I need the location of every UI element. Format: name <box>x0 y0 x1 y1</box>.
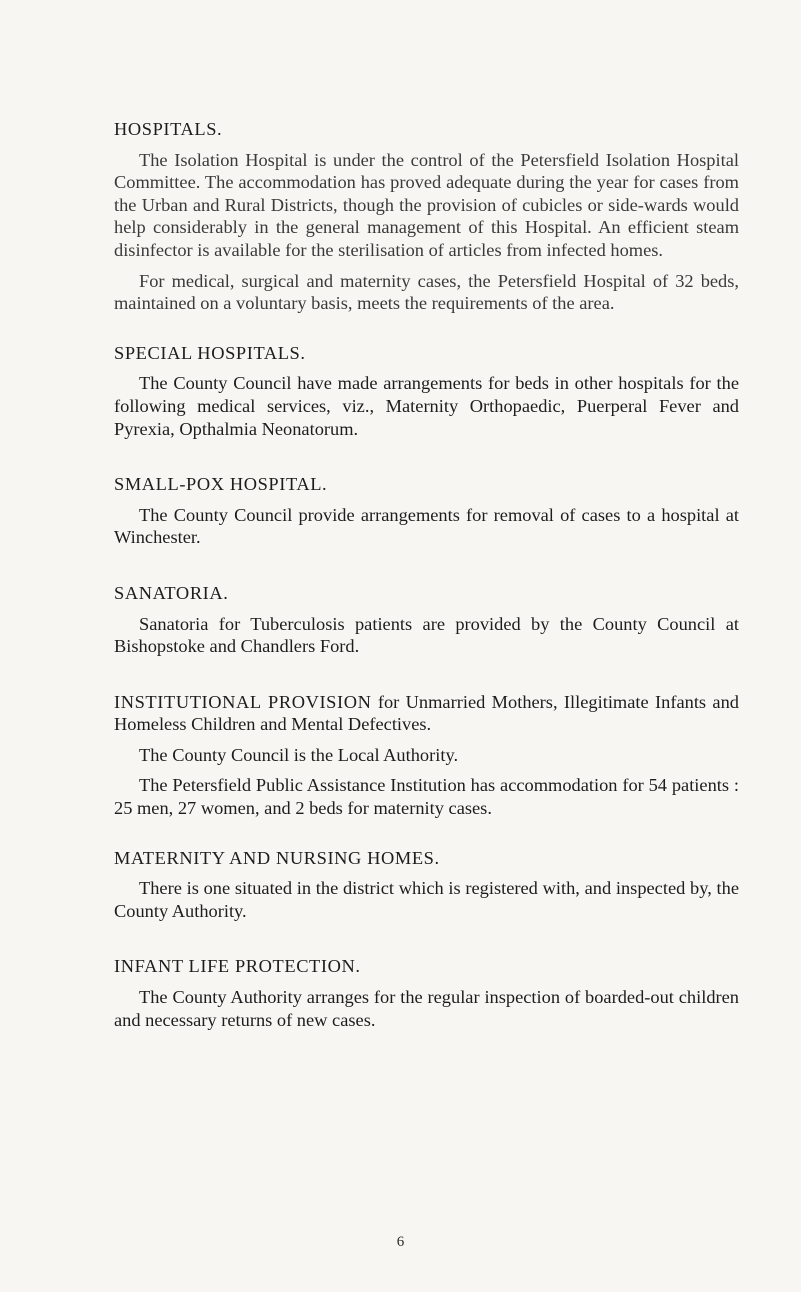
heading-sanatoria: SANATORIA. <box>114 582 229 603</box>
maternity-homes-paragraph: There is one situated in the district which is registered with, and inspected by, the County Authority. <box>114 878 739 921</box>
hospitals-paragraph-1: The Isolation Hospital is under the control of the Petersfield Isolation Hospital Committee. The accommodation has proved adequate during the year for cases from the Urban and Rural Districts, though the provision of cubicles or side-wards would help considerably in the general management of this Hospital. An efficient steam disinfector is available for the sterilisation of articles from infected homes. <box>114 149 739 260</box>
section-special-hospitals <box>114 342 739 440</box>
section-institutional-provision <box>114 691 739 820</box>
heading-small-pox-hospital: SMALL-POX HOSPITAL. <box>114 474 328 495</box>
section-infant-life-protection <box>114 955 739 1031</box>
heading-institutional-provision: INSTITUTIONAL PROVISION <box>114 691 372 712</box>
institutional-paragraph-1: The County Council is the Local Authority. <box>139 744 459 765</box>
heading-hospitals: HOSPITALS. <box>114 119 223 139</box>
special-hospitals-paragraph: The County Council have made arrangements for beds in other hospitals for the following medical services, viz., Maternity Orthopaedic, Puerperal Fever and Pyrexia, Opthalmia Neonatorum. <box>114 373 739 439</box>
section-hospitals <box>114 118 739 315</box>
infant-life-paragraph: The County Authority arranges for the regular inspection of boarded-out children and necessary returns of new cases. <box>114 987 739 1030</box>
hospitals-paragraph-2: For medical, surgical and maternity cases, the Petersfield Hospital of 32 beds, maintained on a voluntary basis, meets the requirements of the area. <box>114 270 739 314</box>
institutional-provision-heading <box>114 691 739 736</box>
sanatoria-paragraph: Sanatoria for Tuberculosis patients are provided by the County Council at Bishopstoke and Chandlers Ford. <box>114 613 739 657</box>
heading-special-hospitals: SPECIAL HOSPITALS. <box>114 342 306 363</box>
heading-infant-life-protection: INFANT LIFE PROTECTION. <box>114 956 361 977</box>
page-number: 6 <box>396 1234 405 1250</box>
small-pox-paragraph: The County Council provide arrangements for removal of cases to a hospital at Winchester. <box>114 504 739 548</box>
institutional-provision-scope: for Unmarried Mothers, Illegitimate Infants and Homeless Children and Mental Defectives. <box>114 691 739 735</box>
heading-maternity-nursing-homes: MATERNITY AND NURSING HOMES. <box>114 847 440 868</box>
section-maternity-nursing-homes <box>114 847 739 923</box>
institutional-paragraph-2: The Petersfield Public Assistance Institution has accommodation for 54 patients : 25 men, 27 women, and 2 beds for maternity cases. <box>114 775 739 819</box>
section-small-pox-hospital <box>114 473 739 549</box>
page-content <box>114 118 739 1031</box>
section-sanatoria <box>114 582 739 658</box>
